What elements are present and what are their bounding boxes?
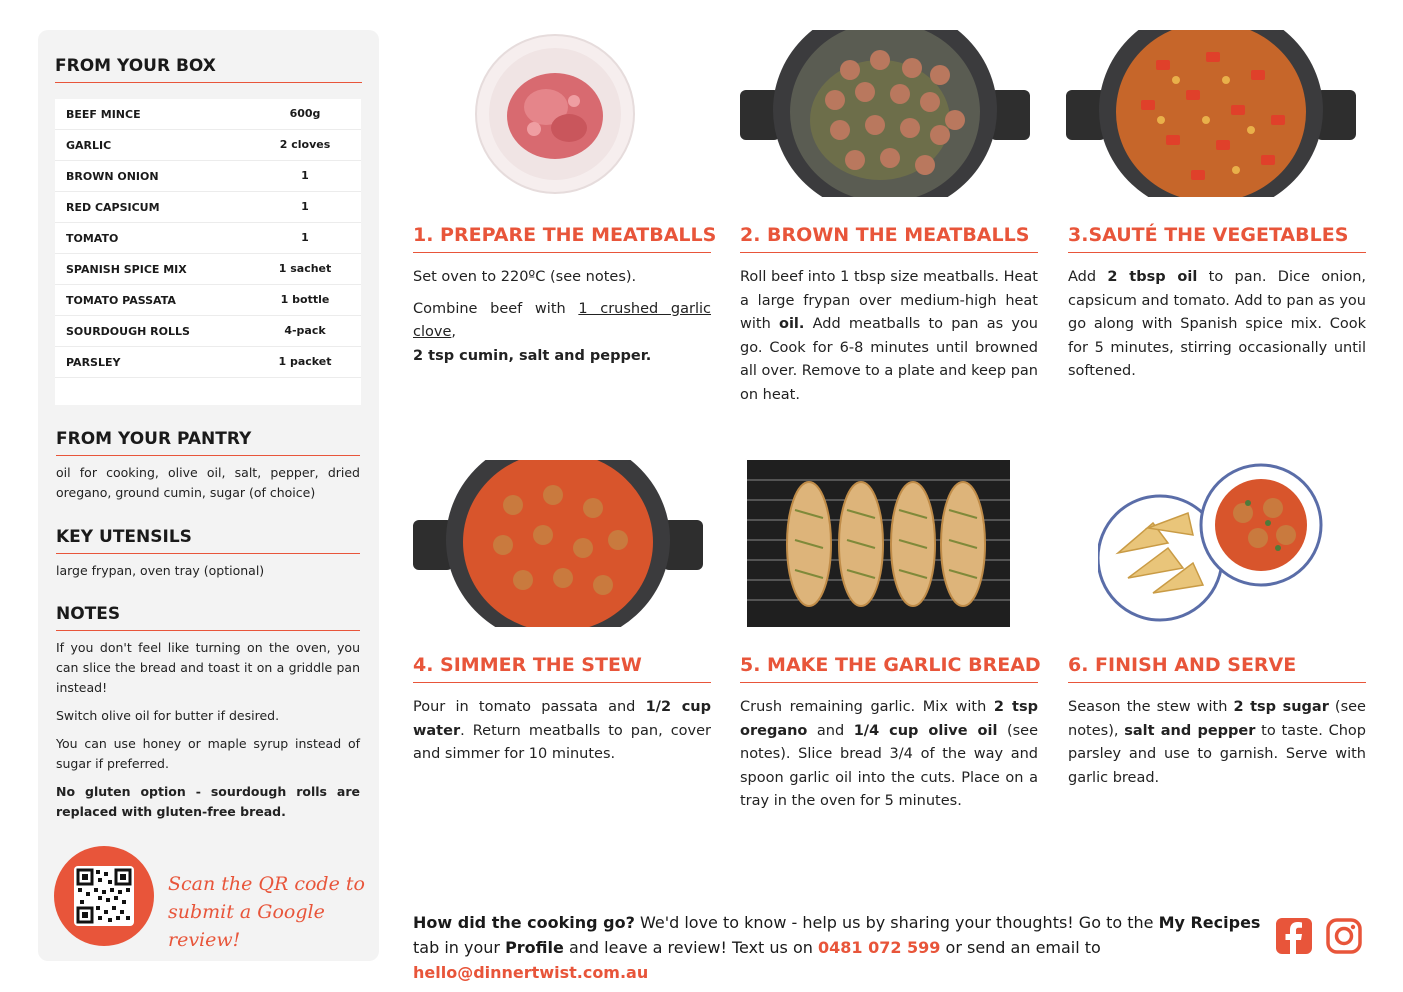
qr-caption-line-2: submit a Google review! [168, 901, 325, 951]
step-2-title: 2. BROWN THE MEATBALLS [740, 224, 1038, 253]
from-your-box-heading: FROM YOUR BOX [55, 56, 362, 83]
table-row: SPANISH SPICE MIX 1 sachet [55, 254, 361, 285]
feedback-footer: How did the cooking go? We'd love to know - help us by sharing your thoughts! Go to the My Recipes tab in your Profile and leave a review! Text us on 0481 072 599 or send an email to hello@dinnertwist.com.au [413, 913, 1261, 982]
step-1-body [413, 266, 711, 376]
garlic-bread-tray-photo [747, 460, 1010, 627]
step-1-text-1: Set oven to 220ºC (see notes). [413, 269, 637, 285]
vegetables-saute-pan-photo [1066, 30, 1356, 197]
ingredients-table [55, 99, 361, 405]
qr-code-icon[interactable] [74, 866, 134, 926]
qr-badge [54, 846, 154, 946]
qr-caption [168, 870, 368, 954]
table-row: PARSLEY 1 packet [55, 347, 361, 378]
note-3: You can use honey or maple syrup instead of sugar if preferred. [56, 736, 360, 771]
table-row: BEEF MINCE 600g [55, 99, 361, 130]
table-row: TOMATO PASSATA 1 bottle [55, 285, 361, 316]
step-5-body: Crush remaining garlic. Mix with 2 tsp oregano and 1/4 cup olive oil (see notes). Slice bread 3/4 of the way and spoon garlic oil into the cuts. Place on a tray in the oven for 5 minutes. [740, 699, 1039, 809]
table-row: TOMATO 1 [55, 223, 361, 254]
table-row: BROWN ONION 1 [55, 161, 361, 192]
beef-mince-bowl-photo [474, 33, 636, 195]
sidebar-panel [38, 30, 379, 961]
step-6-title: 6. FINISH AND SERVE [1068, 654, 1366, 683]
step-3-body: Add 2 tbsp oil to pan. Dice onion, capsicum and tomato. Add to pan as you go along with Spanish spice mix. Cook for 5 minutes, stirring occasionally until softened. [1068, 269, 1366, 379]
step-4-title: 4. SIMMER THE STEW [413, 654, 711, 683]
pantry-text: oil for cooking, olive oil, salt, pepper, dried oregano, ground cumin, sugar (of choice) [56, 465, 360, 500]
step-1-title: 1. PREPARE THE MEATBALLS [413, 224, 711, 253]
table-row: GARLIC 2 cloves [55, 130, 361, 161]
stew-simmer-pan-photo [413, 460, 703, 627]
phone-link[interactable]: 0481 072 599 [817, 938, 941, 957]
step-3-title: 3.SAUTÉ THE VEGETABLES [1068, 224, 1366, 253]
step-1-text-2: Combine beef with 1 crushed garlic clove, 2 tsp cumin, salt and pepper. [413, 300, 711, 364]
utensils-text: large frypan, oven tray (optional) [56, 563, 265, 578]
email-link[interactable]: hello@dinnertwist.com.au [413, 963, 649, 982]
served-dish-photo [1098, 463, 1326, 623]
meatballs-frying-pan-photo [740, 30, 1030, 197]
notes-heading: NOTES [56, 604, 360, 631]
table-row: RED CAPSICUM 1 [55, 192, 361, 223]
note-1: If you don't feel like turning on the oven, you can slice the bread and toast it on a griddle pan instead! [56, 640, 360, 695]
step-6-body: Season the stew with 2 tsp sugar (see notes), salt and pepper to taste. Chop parsley and use to garnish. Serve with garlic bread. [1068, 699, 1366, 786]
note-2: Switch olive oil for butter if desired. [56, 708, 280, 723]
table-row: SOURDOUGH ROLLS 4-pack [55, 316, 361, 347]
facebook-icon[interactable] [1276, 918, 1312, 954]
note-4: No gluten option - sourdough rolls are replaced with gluten-free bread. [56, 784, 360, 819]
key-utensils-heading: KEY UTENSILS [56, 527, 360, 554]
step-4-body: Pour in tomato passata and 1/2 cup water. Return meatballs to pan, cover and simmer for 10 minutes. [413, 699, 711, 762]
step-5-title: 5. MAKE THE GARLIC BREAD [740, 654, 1038, 683]
from-your-pantry-heading: FROM YOUR PANTRY [56, 429, 360, 456]
qr-caption-line-1: Scan the QR code to [168, 873, 365, 895]
step-2-body: Roll beef into 1 tbsp size meatballs. Heat a large frypan over medium-high heat with oil. Add meatballs to pan as you go. Cook for 6-8 minutes until browned all over. Remove to a plate and keep pan on heat. [740, 269, 1038, 403]
instagram-icon[interactable] [1326, 918, 1362, 954]
